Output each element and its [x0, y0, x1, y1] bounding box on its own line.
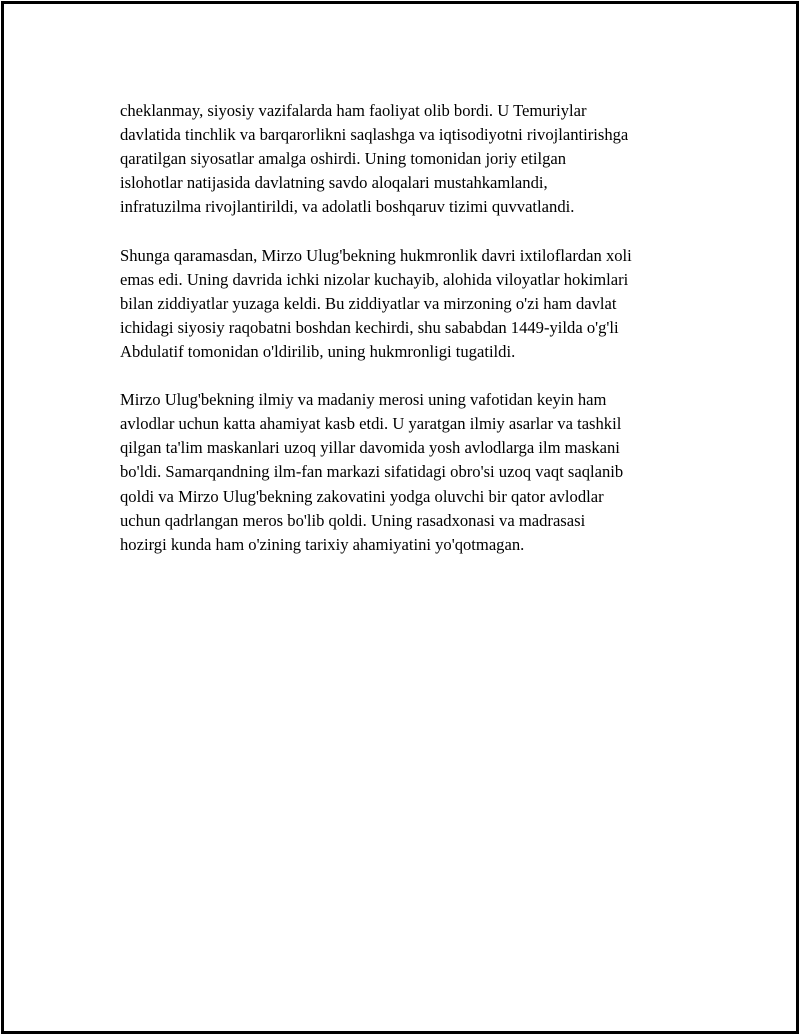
text-line: qilgan ta'lim maskanlari uzoq yillar davomida yosh avlodlarga ilm maskani: [120, 438, 620, 458]
text-line: hozirgi kunda ham o'zining tarixiy ahamiyatini yo'qotmagan.: [120, 534, 525, 554]
text-line: cheklanmay, siyosiy vazifalarda ham faoliyat olib bordi. U Temuriylar: [120, 101, 587, 120]
page-frame: [1, 1, 799, 1034]
document-body: [120, 99, 700, 581]
paragraph-3: [120, 388, 700, 557]
paragraph-1: [120, 99, 700, 219]
text-line: davlatida tinchlik va barqarorlikni saqlashga va iqtisodiyotni rivojlantirishga: [120, 125, 629, 145]
paragraph-2: [120, 244, 700, 364]
text-line: islohotlar natijasida davlatning savdo aloqalari mustahkamlandi,: [120, 173, 548, 193]
text-line: bilan ziddiyatlar yuzaga keldi. Bu ziddiyatlar va mirzoning o'zi ham davlat: [120, 293, 617, 313]
text-line: Shunga qaramasdan, Mirzo Ulug'bekning hukmronlik davri ixtiloflardan xoli: [120, 245, 632, 265]
text-line: qaratilgan siyosatlar amalga oshirdi. Uning tomonidan joriy etilgan: [120, 149, 567, 169]
text-line: Abdulatif tomonidan o'ldirilib, uning hukmronligi tugatildi.: [120, 341, 516, 361]
text-line: avlodlar uchun katta ahamiyat kasb etdi. U yaratgan ilmiy asarlar va tashkil: [120, 414, 622, 434]
text-line: qoldi va Mirzo Ulug'bekning zakovatini yodga oluvchi bir qator avlodlar: [120, 486, 604, 506]
text-line: ichidagi siyosiy raqobatni boshdan kechirdi, shu sababdan 1449-yilda o'g'li: [120, 317, 619, 337]
text-line: uchun qadrlangan meros bo'lib qoldi. Uning rasadxonasi va madrasasi: [120, 510, 586, 530]
text-line: bo'ldi. Samarqandning ilm-fan markazi sifatidagi obro'si uzoq vaqt saqlanib: [120, 462, 624, 482]
text-line: infratuzilma rivojlantirildi, va adolatli boshqaruv tizimi quvvatlandi.: [120, 197, 575, 217]
text-line: emas edi. Uning davrida ichki nizolar kuchayib, alohida viloyatlar hokimlari: [120, 269, 629, 289]
text-line: Mirzo Ulug'bekning ilmiy va madaniy merosi uning vafotidan keyin ham: [120, 390, 607, 410]
